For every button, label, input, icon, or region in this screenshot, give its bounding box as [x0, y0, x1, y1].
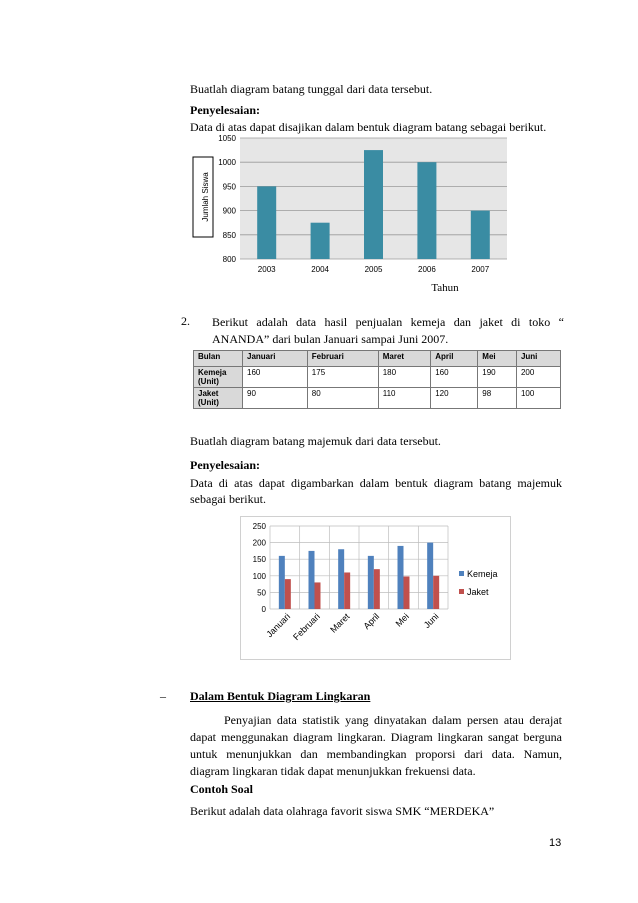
chart2-xtick-label: Juni [421, 611, 441, 631]
pie-heading: Dalam Bentuk Diagram Lingkaran [190, 689, 371, 703]
chart1-xtick-label: 2006 [418, 265, 436, 274]
multi-bar-chart [240, 516, 511, 660]
chart2-bar-jaket [344, 572, 350, 609]
table-cell: 200 [516, 367, 560, 388]
table-cell: 90 [243, 388, 308, 409]
chart1-ytick-label: 800 [222, 255, 236, 264]
table-header-cell: Juni [516, 351, 560, 367]
chart1-ytick-label: 1000 [218, 158, 236, 168]
item2-number: 2. [181, 314, 190, 328]
page-number: 13 [549, 837, 562, 849]
chart2-bar-jaket [374, 569, 380, 609]
chart1-bar [364, 150, 383, 259]
chart2-xtick-label: Januari [264, 611, 293, 640]
solution-label-1: Penyelesaian: [190, 103, 260, 117]
chart2-xtick-label: Maret [328, 611, 352, 635]
chart2-bar-jaket [433, 576, 439, 609]
single-bar-chart [185, 128, 515, 298]
item2-text: Berikut adalah data hasil penjualan kemeja dan jaket di toko “ ANANDA” dari bulan Januari sampai Juni 2007. [212, 315, 564, 346]
chart1-xtick-label: 2003 [257, 265, 276, 274]
instruction-1: Buatlah diagram batang tunggal dari data tersebut. [190, 82, 433, 96]
solution-text-2: Data di atas dapat digambarkan dalam bentuk diagram batang majemuk sebagai berikut. [190, 476, 562, 506]
chart1-bar [257, 186, 276, 259]
chart2-bar-kemeja [279, 556, 285, 609]
table-cell: 110 [378, 388, 430, 409]
table-header-cell: Mei [478, 351, 517, 367]
table-header-cell: Februari [307, 351, 378, 367]
table-cell: 120 [431, 388, 478, 409]
chart1-xtick-label: 2004 [311, 265, 329, 274]
table-cell: 100 [516, 388, 560, 409]
chart2-legend-label: Kemeja [467, 569, 498, 579]
chart2-legend-swatch [459, 571, 464, 576]
chart1-bar [311, 223, 330, 259]
table-row [194, 388, 561, 409]
chart1-xtick-label: 2005 [364, 265, 383, 274]
table-cell: 160 [431, 367, 478, 388]
chart1-ytick-label: 1050 [218, 134, 236, 143]
example-text: Berikut adalah data olahraga favorit siswa SMK “MERDEKA” [190, 804, 495, 818]
table-cell: 98 [478, 388, 517, 409]
table-header-cell: Maret [378, 351, 430, 367]
chart2-bar-kemeja [368, 556, 374, 609]
chart2-bar-kemeja [309, 551, 315, 609]
example-label: Contoh Soal [190, 782, 254, 796]
chart2-legend-swatch [459, 589, 464, 594]
chart1-bar [417, 162, 436, 259]
chart1-xticks [258, 265, 490, 274]
table-row [194, 367, 561, 388]
chart1-bar [471, 211, 490, 259]
chart2-xtick-label: Mei [393, 611, 411, 629]
table-header-cell: Bulan [194, 351, 243, 367]
sales-table [193, 350, 561, 409]
table-row-label: Jaket (Unit) [194, 388, 243, 409]
table-row-label: Kemeja (Unit) [194, 367, 243, 388]
chart1-xlabel: Tahun [431, 282, 459, 294]
chart2-ytick-label: 250 [252, 522, 266, 531]
pie-paragraph: Penyajian data statistik yang dinyatakan dalam persen atau derajat dapat menggunakan diagram lingkaran. Diagram lingkaran sangat berguna untuk menunjukkan dan membandingkan proporsi dari data. Namun, diagram lingkaran tidak dapat menunjukkan frekuensi data. [190, 713, 562, 778]
section-bullet: – [160, 689, 166, 703]
chart2-xtick-label: Februari [291, 611, 322, 643]
table-cell: 180 [378, 367, 430, 388]
chart2-ytick-label: 0 [261, 605, 266, 614]
table-cell: 160 [243, 367, 308, 388]
chart1-ytick-label: 950 [222, 182, 236, 192]
chart2-bar-jaket [404, 576, 410, 609]
chart2-bar-kemeja [398, 546, 404, 609]
chart1-ytick-label: 900 [222, 206, 236, 216]
solution-text-1: Data di atas dapat disajikan dalam bentuk diagram batang sebagai berikut. [190, 120, 547, 134]
chart1-ylabel: Jumlah Siswa [201, 172, 210, 222]
chart2-bar-jaket [315, 582, 321, 609]
chart2-bar-kemeja [427, 543, 433, 609]
chart1-yticks [218, 134, 236, 264]
chart2-bar-jaket [285, 579, 291, 609]
chart1-xtick-label: 2007 [471, 265, 490, 274]
table-header-cell: April [431, 351, 478, 367]
table-cell: 175 [307, 367, 378, 388]
table-header-cell: Januari [243, 351, 308, 367]
table-cell: 80 [307, 388, 378, 409]
table-cell: 190 [478, 367, 517, 388]
chart2-xtick-label: April [361, 611, 382, 632]
chart2-ytick-label: 150 [252, 555, 266, 565]
table-header-row [194, 351, 561, 367]
chart1-ytick-label: 850 [222, 230, 236, 240]
chart2-ytick-label: 50 [257, 588, 266, 598]
chart2-ytick-label: 200 [252, 538, 266, 548]
chart2-legend-label: Jaket [467, 587, 489, 597]
instruction-2: Buatlah diagram batang majemuk dari data tersebut. [190, 434, 441, 448]
chart2-ytick-label: 100 [252, 571, 266, 581]
chart2-bar-kemeja [338, 549, 344, 609]
solution-label-2: Penyelesaian: [190, 458, 260, 472]
